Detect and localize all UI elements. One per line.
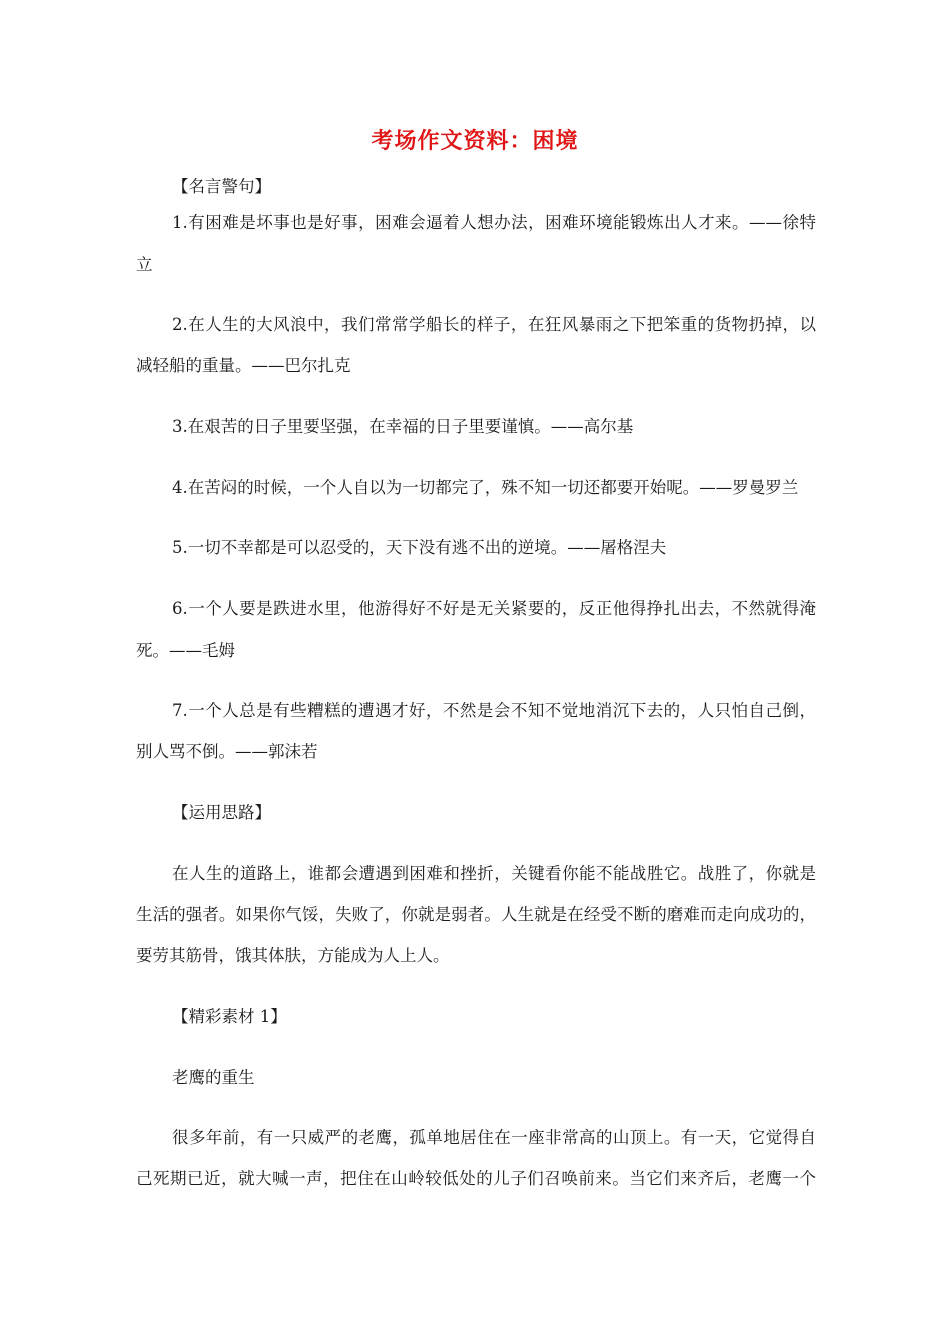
quote-6-line-1: 6.一个人要是跌进水里，他游得好不好是无关紧要的，反正他得挣扎出去，不然就得淹 <box>172 599 816 618</box>
quote-1-line-2: 立 <box>136 255 153 274</box>
story-title: 老鹰的重生 <box>172 1068 255 1087</box>
section-heading-quotes: 【名言警句】 <box>172 177 271 196</box>
quote-6-line-2: 死。——毛姆 <box>136 641 235 660</box>
quote-5: 5.一切不幸都是可以忍受的，天下没有逃不出的逆境。——屠格涅夫 <box>172 538 667 557</box>
quote-2-line-2: 减轻船的重量。——巴尔扎克 <box>136 356 351 375</box>
quote-7-line-2: 别人骂不倒。——郭沫若 <box>136 742 318 761</box>
story-line-1: 很多年前，有一只威严的老鹰，孤单地居住在一座非常高的山顶上。有一天，它觉得自 <box>172 1128 816 1147</box>
section-heading-material: 【精彩素材 1】 <box>172 1007 287 1026</box>
usage-line-2: 生活的强者。如果你气馁，失败了，你就是弱者。人生就是在经受不断的磨难而走向成功的， <box>136 905 816 924</box>
usage-line-1: 在人生的道路上，谁都会遭遇到困难和挫折，关键看你能不能战胜它。战胜了，你就是 <box>172 864 816 883</box>
quote-3: 3.在艰苦的日子里要坚强，在幸福的日子里要谨慎。——高尔基 <box>172 417 634 436</box>
quote-4: 4.在苦闷的时候，一个人自以为一切都完了，殊不知一切还都要开始呢。——罗曼罗兰 <box>172 478 799 497</box>
quote-2-line-1: 2.在人生的大风浪中，我们常常学船长的样子，在狂风暴雨之下把笨重的货物扔掉，以 <box>172 315 816 334</box>
story-line-2: 己死期已近，就大喊一声，把住在山岭较低处的儿子们召唤前来。当它们来齐后，老鹰一个 <box>136 1169 816 1188</box>
quote-1-line-1: 1.有困难是坏事也是好事，困难会逼着人想办法，困难环境能锻炼出人才来。——徐特 <box>172 213 816 232</box>
section-heading-usage: 【运用思路】 <box>172 803 271 822</box>
document-title: 考场作文资料：困境 <box>371 129 579 154</box>
quote-7-line-1: 7.一个人总是有些糟糕的遭遇才好，不然是会不知不觉地消沉下去的，人只怕自己倒， <box>172 701 816 720</box>
usage-line-3: 要劳其筋骨，饿其体肤，方能成为人上人。 <box>136 946 450 965</box>
